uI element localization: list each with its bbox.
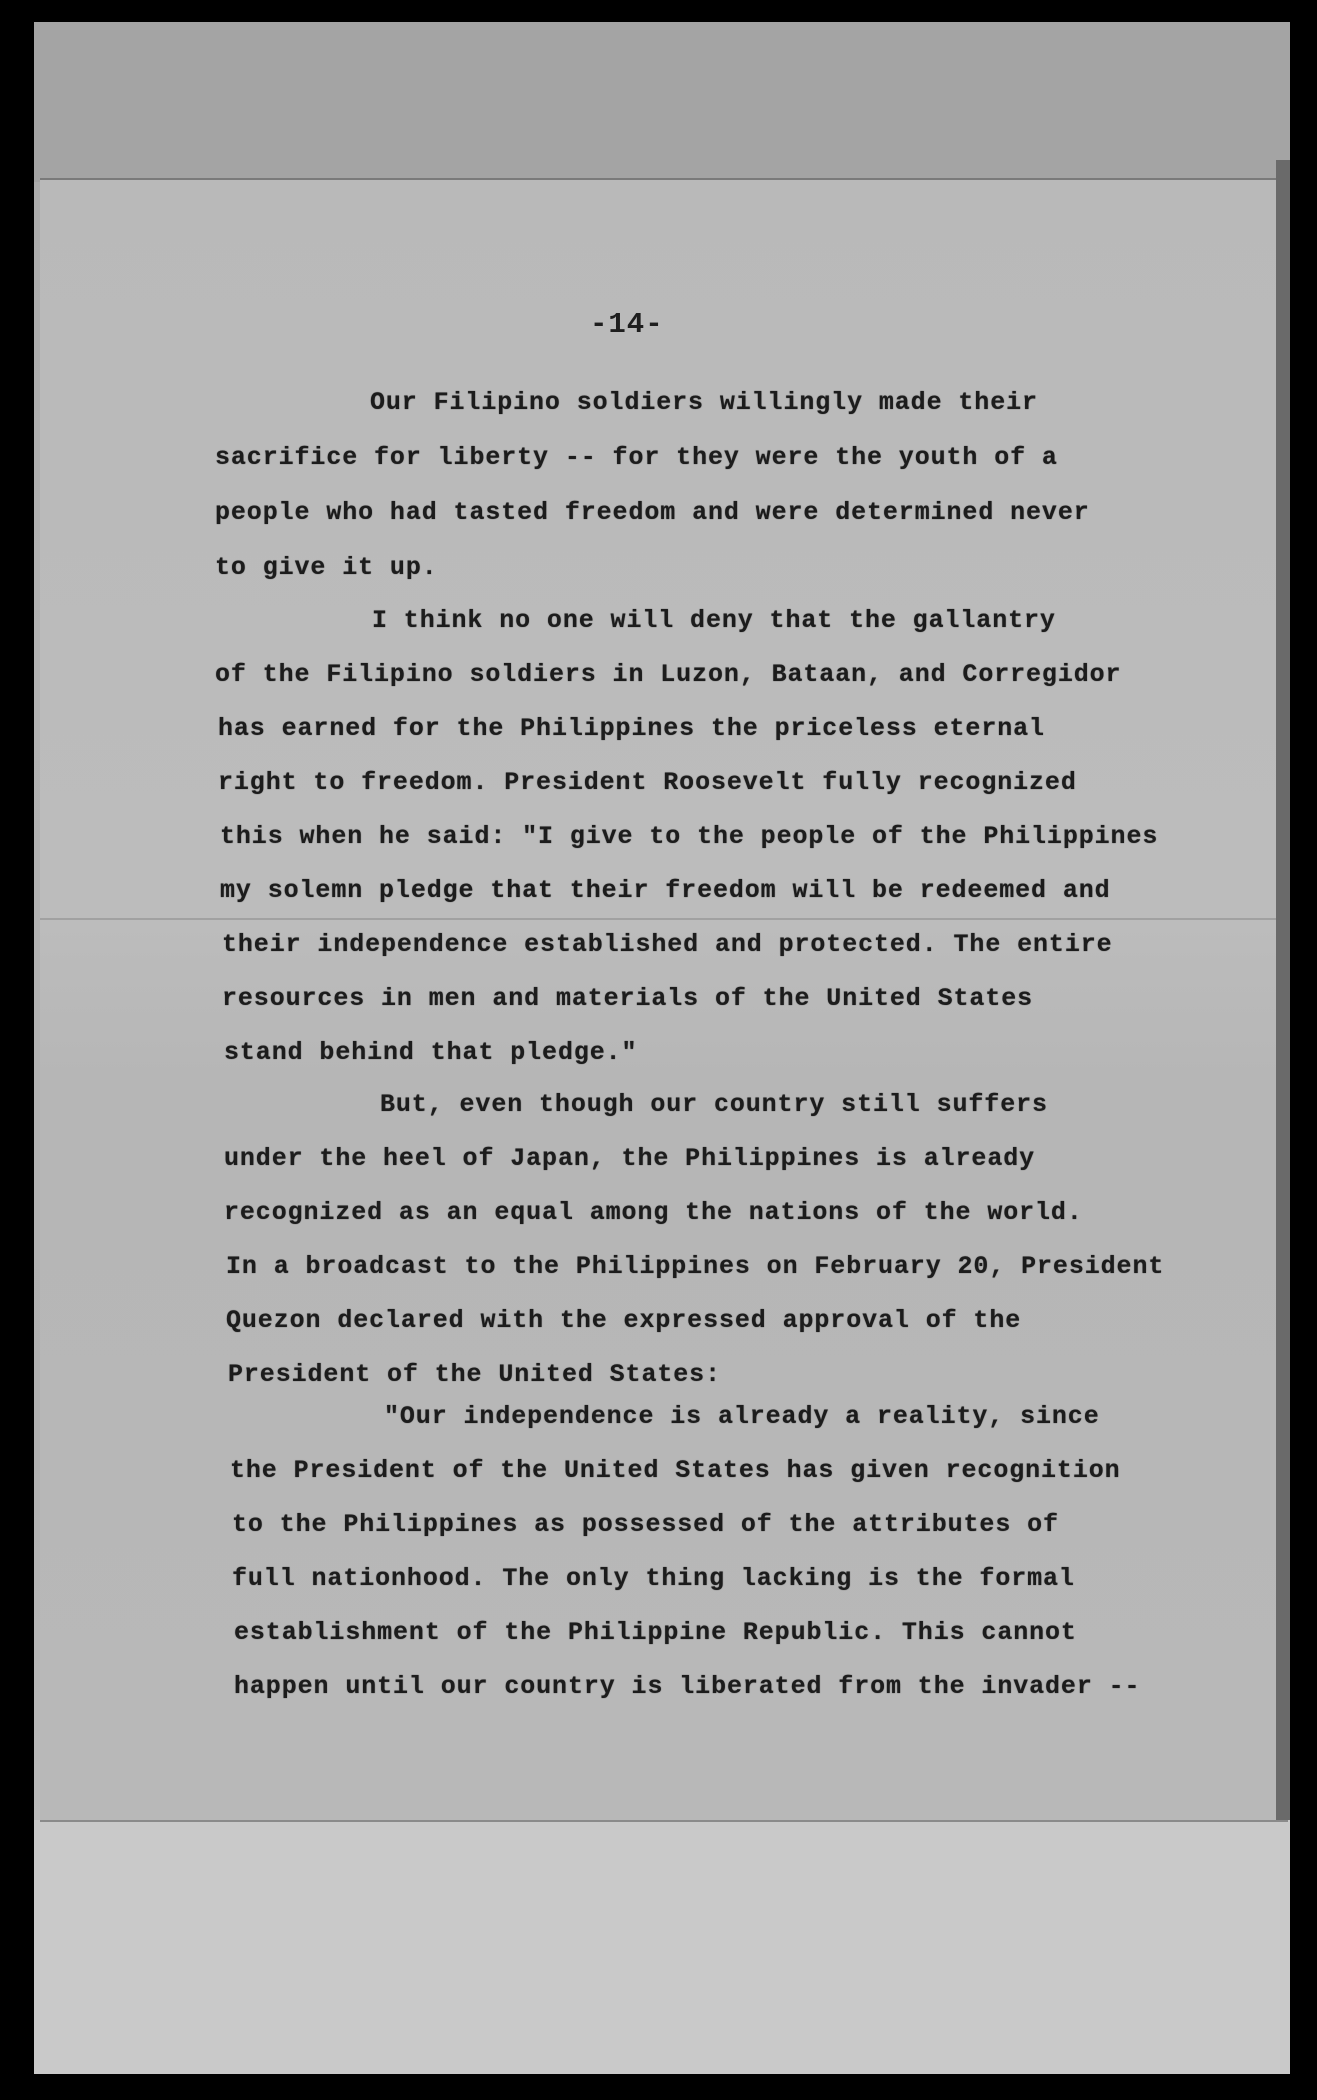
text-line-23: full nationhood. The only thing lacking is the formal bbox=[232, 1564, 1075, 1593]
text-line-8: right to freedom. President Roosevelt fully recognized bbox=[218, 768, 1077, 797]
text-line-15: under the heel of Japan, the Philippines is already bbox=[224, 1144, 1036, 1173]
text-line-21: the President of the United States has given recognition bbox=[230, 1456, 1121, 1485]
page-number: -14- bbox=[590, 308, 664, 341]
text-line-22: to the Philippines as possessed of the attributes of bbox=[232, 1510, 1059, 1539]
text-line-9: this when he said: "I give to the people of the Philippines bbox=[220, 822, 1159, 851]
text-line-10: my solemn pledge that their freedom will be redeemed and bbox=[220, 876, 1111, 905]
text-line-25: happen until our country is liberated from the invader -- bbox=[234, 1672, 1141, 1701]
text-line-4: to give it up. bbox=[215, 553, 438, 582]
text-line-5: I think no one will deny that the gallantry bbox=[372, 606, 1056, 635]
text-line-18: Quezon declared with the expressed approval of the bbox=[226, 1306, 1022, 1335]
text-line-6: of the Filipino soldiers in Luzon, Bataan, and Corregidor bbox=[215, 660, 1122, 689]
text-line-11: their independence established and protected. The entire bbox=[222, 930, 1113, 959]
text-line-3: people who had tasted freedom and were determined never bbox=[215, 498, 1090, 527]
text-line-17: In a broadcast to the Philippines on February 20, President bbox=[226, 1252, 1165, 1281]
text-line-13: stand behind that pledge." bbox=[224, 1038, 638, 1067]
text-line-7: has earned for the Philippines the priceless eternal bbox=[218, 714, 1045, 743]
text-line-14: But, even though our country still suffers bbox=[380, 1090, 1048, 1119]
text-line-12: resources in men and materials of the United States bbox=[222, 984, 1034, 1013]
sheet-right-edge bbox=[1276, 160, 1290, 1820]
top-margin-strip bbox=[34, 22, 1290, 182]
bottom-margin-strip bbox=[34, 1820, 1290, 2074]
text-line-1: Our Filipino soldiers willingly made their bbox=[370, 388, 1038, 417]
text-line-24: establishment of the Philippine Republic. This cannot bbox=[234, 1618, 1077, 1647]
text-line-2: sacrifice for liberty -- for they were the youth of a bbox=[215, 443, 1058, 472]
text-line-20: "Our independence is already a reality, since bbox=[384, 1402, 1100, 1431]
text-line-19: President of the United States: bbox=[228, 1360, 721, 1389]
text-line-16: recognized as an equal among the nations of the world. bbox=[224, 1198, 1083, 1227]
paper-fold-line bbox=[40, 918, 1288, 920]
